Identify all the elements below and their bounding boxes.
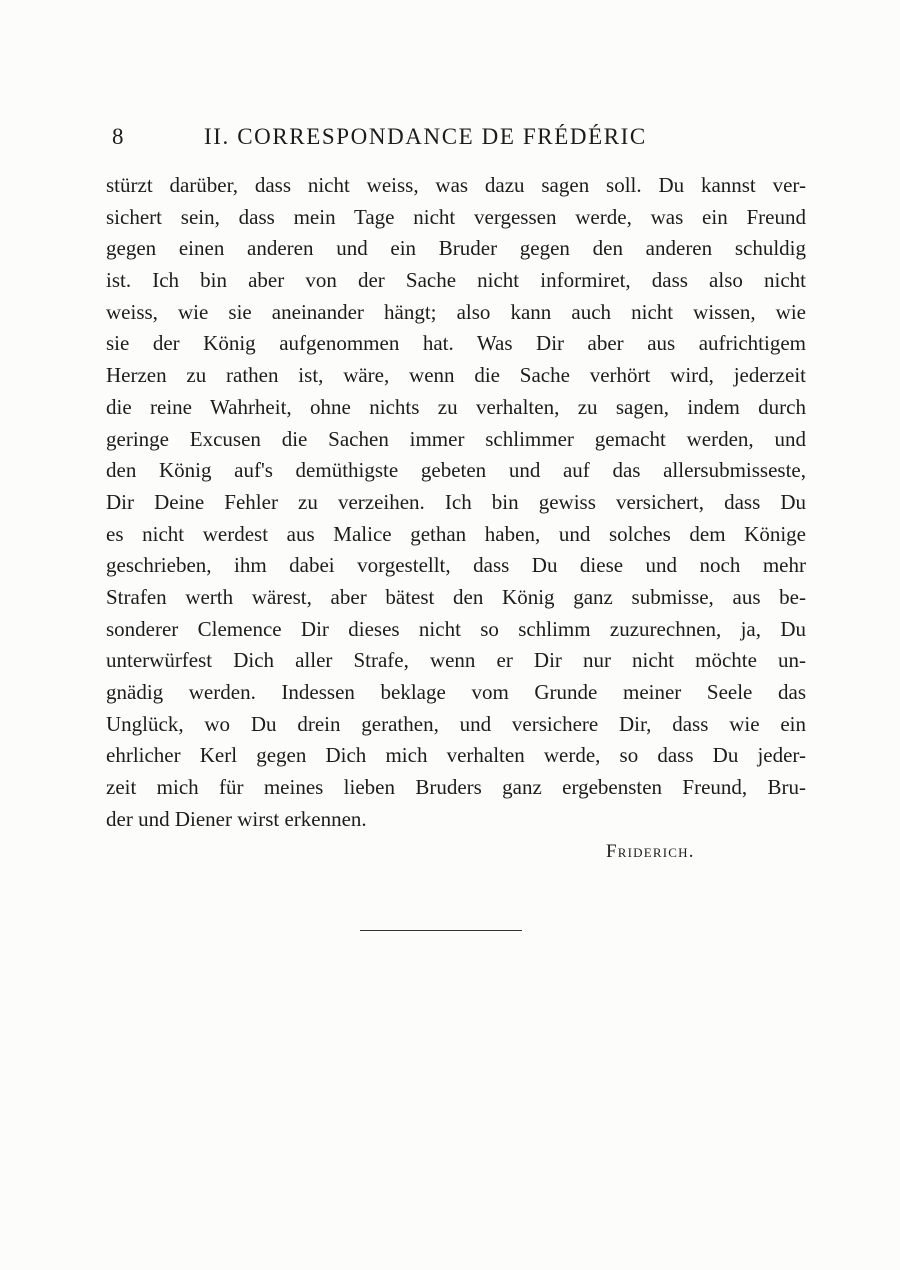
text-line: sichert sein, dass mein Tage nicht vergessen werde, was ein Freund	[106, 204, 806, 229]
text-line: den König auf's demüthigste gebeten und auf das allersubmisseste,	[106, 458, 806, 483]
text-line: stürzt darüber, dass nicht weiss, was dazu sagen soll. Du kannst ver-	[106, 173, 806, 197]
running-head-title: II. CORRESPONDANCE DE FRÉDÉRIC	[204, 124, 647, 149]
text-line: Herzen zu rathen ist, wäre, wenn die Sache verhört wird, jederzeit	[106, 363, 806, 388]
text-line: es nicht werdest aus Malice gethan haben, und solches dem Könige	[106, 521, 806, 546]
text-line: die reine Wahrheit, ohne nichts zu verhalten, zu sagen, indem durch	[106, 394, 806, 419]
text-line: Unglück, wo Du drein gerathen, und versichere Dir, dass wie ein	[106, 711, 806, 736]
text-line: sie der König aufgenommen hat. Was Dir aber aus aufrichtigem	[106, 331, 806, 356]
signature: Friderich.	[606, 841, 695, 862]
text-line: geschrieben, ihm dabei vorgestellt, dass Du diese und noch mehr	[106, 553, 806, 578]
text-line: ist. Ich bin aber von der Sache nicht informiret, dass also nicht	[106, 268, 806, 293]
text-line: der und Diener wirst erkennen.	[106, 806, 367, 831]
text-line: weiss, wie sie aneinander hängt; also kann auch nicht wissen, wie	[106, 299, 806, 324]
text-line: unterwürfest Dich aller Strafe, wenn er Dir nur nicht möchte un-	[106, 648, 806, 673]
text-line: geringe Excusen die Sachen immer schlimmer gemacht werden, und	[106, 426, 806, 451]
text-line: gnädig werden. Indessen beklage vom Grunde meiner Seele das	[106, 680, 806, 704]
text-line: zeit mich für meines lieben Bruders ganz ergebensten Freund, Bru-	[106, 775, 806, 800]
page-number: 8	[112, 124, 126, 149]
section-divider	[360, 930, 522, 931]
text-line: gegen einen anderen und ein Bruder gegen den anderen schuldig	[106, 236, 806, 261]
letter-body	[106, 170, 806, 835]
text-line: sonderer Clemence Dir dieses nicht so schlimm zuzurechnen, ja, Du	[106, 616, 806, 641]
text-line: ehrlicher Kerl gegen Dich mich verhalten werde, so dass Du jeder-	[106, 743, 806, 768]
text-line: Strafen werth wärest, aber bätest den König ganz submisse, aus be-	[106, 584, 806, 609]
running-head	[112, 124, 812, 156]
text-line: Dir Deine Fehler zu verzeihen. Ich bin gewiss versichert, dass Du	[106, 489, 806, 514]
